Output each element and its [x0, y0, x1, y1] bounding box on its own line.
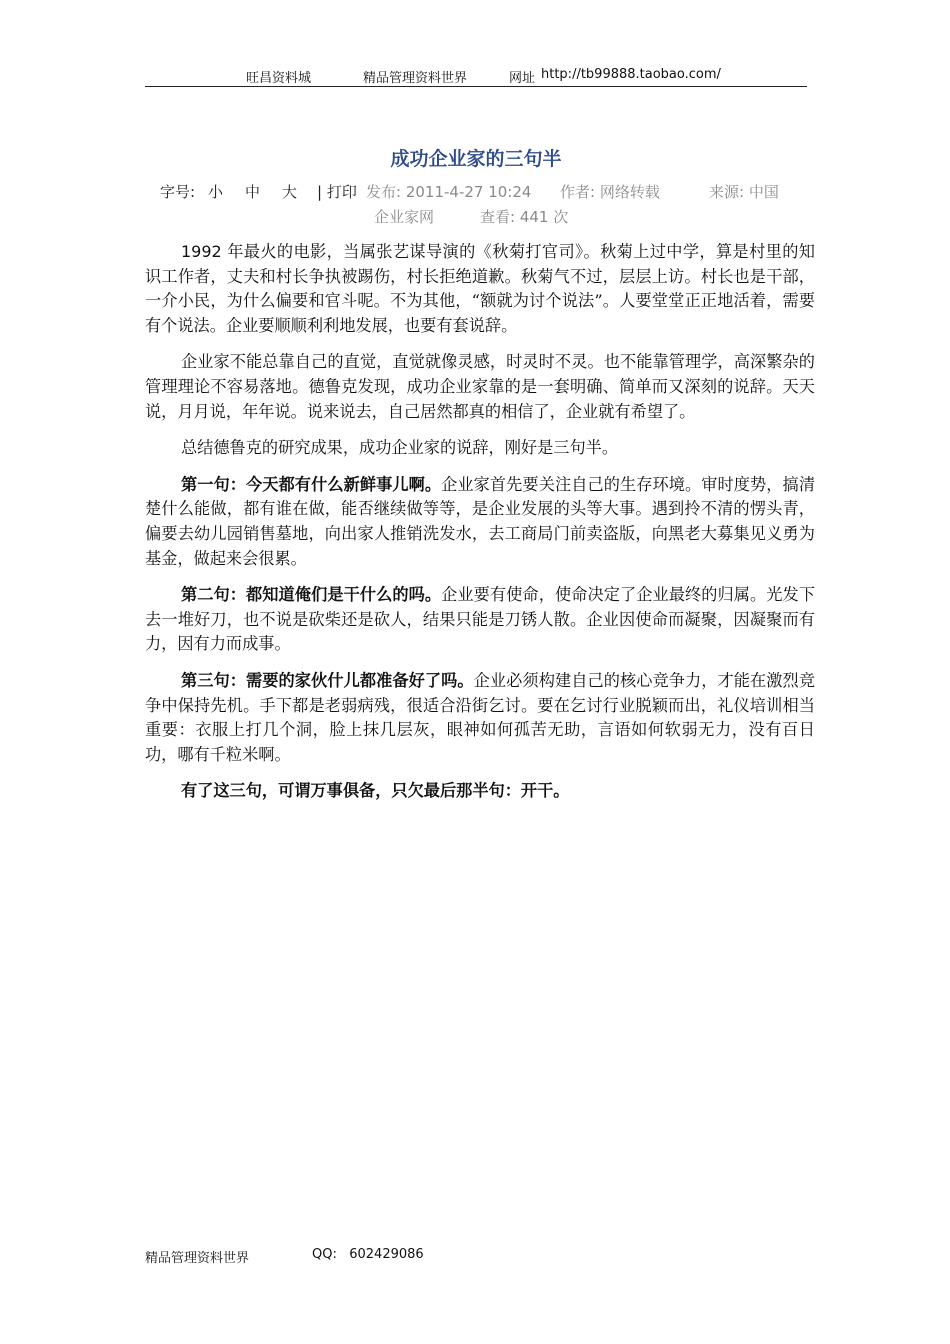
font-size-medium-link[interactable]: 中 [245, 183, 261, 201]
font-size-small-link[interactable]: 小 [208, 183, 224, 201]
font-size-large-link[interactable]: 大 [282, 183, 298, 201]
paragraph-text: 年最火的电影，当属张艺谋导演的《秋菊打官司》。秋菊上过中学，算是村里的知识工作者，丈夫和村长争执被踢伤，村长拒绝道歉。秋菊气不过，层层上访。村长也是干部，一介小民，为什么偏要和官斗呢。不为其他，“额就为讨个说法”。人要堂堂正正地活着，需要有个说法。企业要顺顺利利地发展，也要有套说辞。 [145, 242, 815, 335]
publish-date: 发布: 2011-4-27 10:24 [366, 183, 532, 201]
footer-site-name: 精品管理资料世界 [145, 1251, 250, 1266]
paragraph-text: 企业必须构建自己的核心竞争力，才能在激烈竞争中保持先机。手下都是老弱病残，很适合沿街乞讨。要在乞讨行业脱颖而出，礼仪培训相当重要：衣服上打几个洞，脸上抹几层灰，眼神如何孤苦无助，言语如何软弱无力，没有百日功，哪有千粒米啊。 [145, 670, 816, 764]
article-title: 成功企业家的三句半 [390, 148, 562, 170]
footer-qq: QQ: 602429086 [312, 1247, 424, 1262]
header-url-link[interactable]: http://tb99888.taobao.com/ [541, 67, 721, 82]
sentence-two-heading: 第二句：都知道俺们是干什么的吗。 [181, 585, 442, 605]
paragraph-text: 企业家首先要关注自己的生存环境。审时度势，搞清楚什么能做，都有谁在做，能否继续做等等，是企业发展的头等大事。遇到拎不清的愣头青，偏要去幼儿园销售墓地，向出家人推销洗发水，去工商局门前卖盗版，向黑老大募集见义勇为基金，做起来会很累。 [145, 474, 816, 568]
header-url-label: 网址 [509, 71, 536, 86]
header-world-name: 精品管理资料世界 [363, 71, 468, 86]
article-author: 作者: 网络转载 [560, 183, 660, 201]
paragraph-year: 1992 [181, 242, 222, 261]
page-header [145, 64, 807, 84]
font-size-label: 字号: [160, 183, 196, 201]
paragraph [145, 669, 815, 767]
paragraph-text: 企业要有使命，使命决定了企业最终的归属。光发下去一堆好刀，也不说是砍柴还是砍人，结果只能是刀锈人散。企业因使命而凝聚，因凝聚而有力，因有力而成事。 [145, 585, 816, 654]
header-divider [145, 86, 807, 87]
view-count: 查看: 441 次 [480, 208, 569, 226]
sentence-three-heading: 第三句：需要的家伙什儿都准备好了吗。 [181, 670, 474, 690]
print-link[interactable]: | 打印 [317, 183, 357, 201]
sentence-one-heading: 第一句：今天都有什么新鲜事儿啊。 [181, 474, 442, 494]
header-site-name: 旺昌资料城 [246, 71, 312, 86]
paragraph: 企业家不能总靠自己的直觉，直觉就像灵感，时灵时不灵。也不能靠管理学，高深繁杂的管理理论不容易落地。德鲁克发现，成功企业家靠的是一套明确、简单而又深刻的说辞。天天说，月月说，年年说。说来说去，自己居然都真的相信了，企业就有希望了。 [145, 352, 815, 421]
paragraph: 总结德鲁克的研究成果，成功企业家的说辞，刚好是三句半。 [181, 438, 619, 458]
article-source: 来源: 中国 [709, 183, 779, 201]
paragraph [145, 583, 815, 657]
paragraph [145, 240, 815, 338]
closing-heading: 有了这三句，可谓万事俱备，只欠最后那半句：开干。 [181, 781, 570, 801]
article-body [145, 240, 815, 816]
article-source-continued: 企业家网 [374, 208, 435, 226]
paragraph [145, 473, 815, 571]
paragraph [145, 779, 815, 804]
